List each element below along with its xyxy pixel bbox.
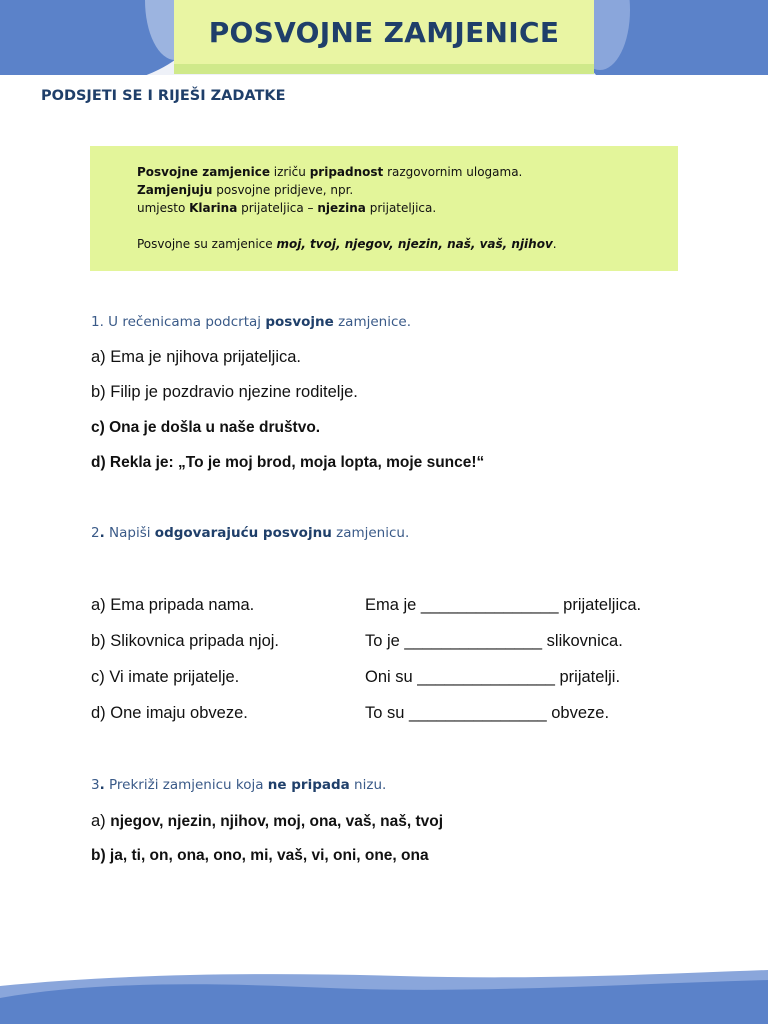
info-term: pripadnost bbox=[309, 165, 384, 179]
task-text: Prekriži zamjenicu koja bbox=[104, 777, 268, 793]
task-3-item-b: b) ja, ti, on, ona, ono, mi, vaš, vi, oni, one, ona bbox=[91, 847, 429, 864]
task-2-title bbox=[91, 525, 409, 541]
info-line-4 bbox=[137, 235, 678, 253]
pronoun-list: moj, tvoj, njegov, njezin, naš, vaš, njihov bbox=[276, 237, 553, 251]
info-text: prijateljica. bbox=[365, 201, 437, 215]
task-number: 3 bbox=[91, 777, 100, 793]
task-1-item-c: c) Ona je došla u naše društvo. bbox=[91, 419, 321, 436]
task-dot: . bbox=[99, 525, 105, 541]
task-text: U rečenicama podcrtaj bbox=[103, 314, 266, 330]
task-2-left-b: b) Slikovnica pripada njoj. bbox=[91, 632, 280, 650]
info-term: Posvojne zamjenice bbox=[137, 165, 270, 179]
footer-wave bbox=[0, 968, 768, 1024]
task-2-blank-c[interactable]: Oni su _______________ prijatelji. bbox=[365, 668, 621, 686]
info-line-3 bbox=[137, 199, 678, 217]
task-2-left-c: c) Vi imate prijatelje. bbox=[91, 668, 240, 686]
task-emphasis: posvojne bbox=[265, 314, 334, 330]
info-gap bbox=[137, 217, 678, 235]
task-dot: . bbox=[99, 777, 105, 793]
task-1-item-b: b) Filip je pozdravio njezine roditelje. bbox=[91, 383, 358, 401]
info-term: njezina bbox=[317, 201, 366, 215]
task-text: nizu. bbox=[349, 777, 387, 793]
info-term: Zamjenjuju bbox=[137, 183, 213, 197]
header-banner bbox=[0, 0, 768, 75]
task-text: zamjenice. bbox=[333, 314, 411, 330]
task-2-blank-b[interactable]: To je _______________ slikovnica. bbox=[365, 632, 623, 650]
task-3-item-a bbox=[91, 812, 443, 831]
info-line-1 bbox=[137, 163, 678, 181]
task-text: Napiši bbox=[104, 525, 155, 541]
task-1-item-d: d) Rekla je: „To je moj brod, moja lopta, moje sunce!“ bbox=[91, 454, 485, 471]
info-text: razgovornim ulogama. bbox=[383, 165, 523, 179]
item-words: njegov, njezin, njihov, moj, ona, vaš, naš, tvoj bbox=[110, 813, 444, 830]
footer-decoration bbox=[0, 968, 768, 1024]
task-number: 1. bbox=[91, 314, 104, 330]
task-2-blank-a[interactable]: Ema je _______________ prijateljica. bbox=[365, 596, 642, 614]
item-prefix: a) bbox=[91, 812, 111, 830]
info-text: prijateljica – bbox=[237, 201, 318, 215]
task-2-blank-d[interactable]: To su _______________ obveze. bbox=[365, 704, 610, 722]
task-emphasis: odgovarajuću posvojnu bbox=[154, 525, 332, 541]
info-text: Posvojne su zamjenice bbox=[137, 237, 277, 251]
title-box bbox=[174, 0, 594, 74]
info-text: izriču bbox=[269, 165, 310, 179]
info-line-2 bbox=[137, 181, 678, 199]
subtitle: PODSJETI SE I RIJEŠI ZADATKE bbox=[41, 88, 286, 104]
task-2-left-d: d) One imaju obveze. bbox=[91, 704, 248, 722]
task-3-title bbox=[91, 777, 386, 793]
task-number: 2 bbox=[91, 525, 100, 541]
info-text: posvojne pridjeve, npr. bbox=[212, 183, 354, 197]
info-box bbox=[90, 146, 678, 271]
task-2-left-a: a) Ema pripada nama. bbox=[91, 596, 255, 614]
task-1-item-a: a) Ema je njihova prijateljica. bbox=[91, 348, 302, 366]
task-emphasis: ne pripada bbox=[267, 777, 350, 793]
page-title: POSVOJNE ZAMJENICE bbox=[208, 15, 560, 49]
info-text: umjesto bbox=[137, 201, 190, 215]
task-text: zamjenicu. bbox=[331, 525, 410, 541]
task-1-title bbox=[91, 314, 411, 330]
info-term: Klarina bbox=[189, 201, 238, 215]
info-text: . bbox=[552, 237, 557, 251]
